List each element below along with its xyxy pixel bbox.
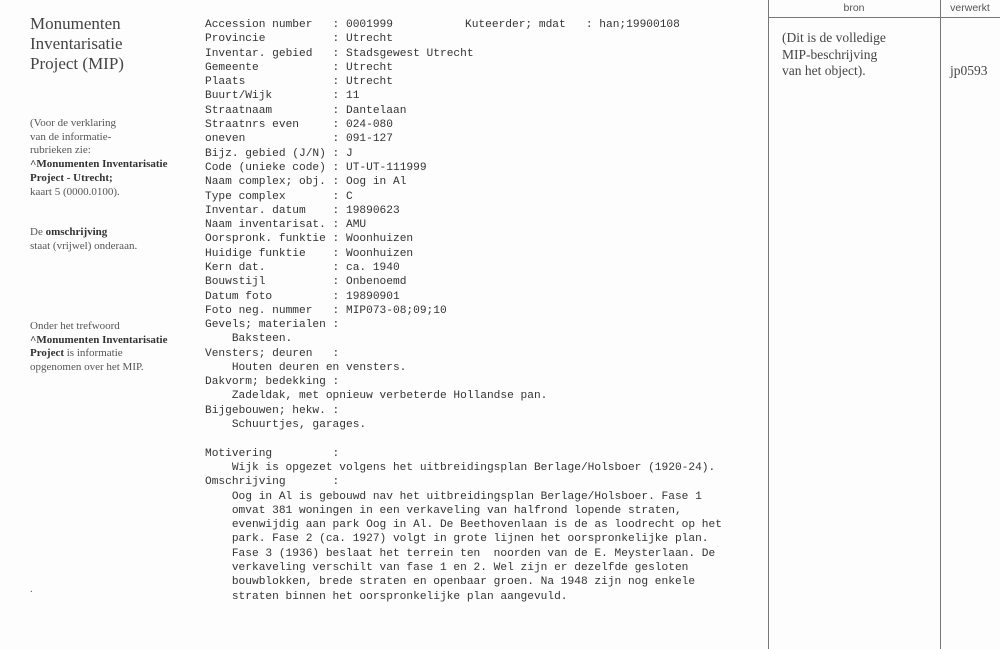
note-bold: Project - Utrecht; [30,171,113,184]
field-row: Inventar. gebied : Stadsgewest Utrecht [205,47,474,60]
field-value: 091-127 [345,133,393,146]
field-value: C [345,190,353,203]
title-line: Project (MIP) [30,54,124,73]
field-value: Woonhuizen [345,233,414,246]
field-row: Provincie : Utrecht [205,33,393,46]
field-row: Buurt/Wijk : 11 [205,90,360,103]
note-line: kaart 5 (0000.0100). [30,185,120,198]
field-label: Accession number [205,19,313,31]
field-value: han;19900108 [599,19,680,31]
note-line: (Voor de verklaring [30,117,116,129]
field-row: Plaats : Utrecht [205,76,393,89]
field-label: Oorspronk. funktie [205,233,326,246]
motivering-label: Motivering : [205,447,340,460]
header-rule [768,17,1000,18]
field-row: Foto neg. nummer : MIP073-08;09;10 [205,304,447,317]
omschrijving-text: Fase 3 (1936) beslaat het terrein ten noorden van de E. Meysterlaan. De [231,547,716,560]
note-trefwoord [30,320,167,375]
field-row: Huidige funktie : Woonhuizen [205,247,414,260]
section-label: Gevels; materialen : [205,319,340,331]
field-label: Foto neg. nummer [205,304,313,317]
field-row: Code (unieke code) : UT-UT-111999 [205,161,427,174]
verwerkt-value: jp0593 [950,63,988,78]
note-line: van de informatie- [30,130,112,143]
field-row: Gemeente : Utrecht [205,61,393,74]
field-value: ca. 1940 [345,262,400,275]
bron-line: (Dit is de volledige [782,30,886,45]
field-row: Bouwstijl : Onbenoemd [205,276,407,289]
verwerkt-header: verwerkt [950,2,990,14]
field-label: Naam complex; obj. [205,176,326,189]
section-text: Zadeldak, met opnieuw verbeterde Hollandse pan. [231,390,548,403]
field-value: 19890901 [345,290,400,303]
omschrijving-text: park. Fase 2 (ca. 1927) volgt in grote lijnen het oorspronkelijke plan. [231,533,709,546]
section-label: Dakvorm; bedekking : [205,376,340,389]
omschrijving-text: evenwijdig aan park Oog in Al. De Beethovenlaan is de as loodrecht op het [231,519,722,532]
note-bold: ^Monumenten Inventarisatie [30,333,168,346]
field-row: Straatnrs even : 024-080 [205,119,393,132]
field-label: Kuteerder; mdat [465,19,566,31]
field-label: oneven [205,133,246,146]
field-row: Inventar. datum : 19890623 [205,204,400,217]
motivering-text: Wijk is opgezet volgens het uitbreidingsplan Berlage/Holsboer (1920-24). [231,461,716,474]
field-row: Bijz. gebied (J/N) : J [205,147,353,160]
note-text: is informatie [64,347,123,360]
title-line: Inventarisatie [30,34,123,53]
omschrijving-text: straten binnen het oorspronkelijke plan aangevuld. [231,590,568,603]
note-bold: ^Monumenten Inventarisatie [30,158,168,171]
field-value: 19890623 [345,204,400,217]
field-value: Oog in Al [345,176,407,189]
field-label: Gemeente [205,61,259,74]
field-value: Onbenoemd [345,276,407,289]
field-value: 11 [345,90,360,103]
omschrijving-text: omvat 381 woningen in een verkaveling van halfrond lopende straten, [231,504,682,517]
field-row: Oorspronk. funktie : Woonhuizen [205,233,414,246]
omschrijving-text: verkaveling verschilt van fase 1 en 2. Wel zijn er dezelfde gesloten [231,562,689,575]
note-text: De [30,226,46,238]
field-value: 024-080 [345,119,393,132]
field-label: Inventar. gebied [205,47,313,60]
stray-mark: . [30,583,33,595]
field-label: Naam inventarisat. [205,219,326,232]
field-list [205,18,474,318]
field-row: Accession number : 0001999 [205,19,393,31]
field-value: MIP073-08;09;10 [345,304,447,317]
column-divider [940,0,941,649]
document-title [30,14,124,74]
note-bold: omschrijving [45,226,108,238]
section-label: Vensters; deuren : [205,347,340,360]
field-value: Stadsgewest Utrecht [345,47,474,60]
field-label: Code (unieke code) [205,161,326,174]
field-label: Type complex [205,190,286,203]
bron-line: MIP-beschrijving [782,46,878,62]
field-label: Inventar. datum [205,204,306,217]
bron-text [782,30,886,80]
omschrijving-label: Omschrijving : [205,476,340,489]
field-row: Datum foto : 19890901 [205,290,400,303]
field-label: Provincie [205,33,266,46]
field-row: Naam complex; obj. : Oog in Al [205,176,407,189]
field-value: 0001999 [345,19,393,31]
field-value: UT-UT-111999 [345,161,427,174]
field-value: Utrecht [345,76,393,89]
bron-line: van het object). [782,63,866,78]
kuteerder-field: Kuteerder; mdat : han;19900108 [465,19,680,31]
section-text: Baksteen. [231,333,293,346]
field-value: AMU [345,219,367,232]
field-label: Kern dat. [205,262,266,275]
field-label: Huidige funktie [205,247,306,260]
field-label: Straatnrs even [205,119,299,132]
omschrijving-text: Oog in Al is gebouwd nav het uitbreidingsplan Berlage/Holsboer. Fase 1 [231,490,702,503]
section-text: Schuurtjes, garages. [231,419,367,432]
field-row: Naam inventarisat. : AMU [205,219,367,232]
note-line: opgenomen over het MIP. [30,361,144,374]
field-label: Bouwstijl [205,276,266,289]
field-label: Buurt/Wijk [205,90,273,103]
note-omschrijving [30,226,137,253]
field-row: Kern dat. : ca. 1940 [205,262,400,275]
field-value: Utrecht [345,61,393,74]
section-label: Bijgebouwen; hekw. : [205,404,340,417]
note-bold: Project [30,347,64,360]
title-line: Monumenten [30,14,121,33]
field-row: oneven : 091-127 [205,133,393,146]
bron-header: bron [843,2,865,14]
note-line: Onder het trefwoord [30,320,120,332]
field-label: Bijz. gebied (J/N) [205,147,326,160]
section-text: Houten deuren en vensters. [231,361,407,374]
omschrijving-text: bouwblokken, brede straten en openbaar groen. Na 1948 zijn nog enkele [231,576,696,589]
note-verklaring [30,117,167,199]
description-sections [205,318,722,604]
field-value: J [345,147,353,160]
field-value: Dantelaan [345,104,407,117]
field-value: Utrecht [345,33,393,46]
field-value: Woonhuizen [345,247,414,260]
note-line: staat (vrijwel) onderaan. [30,239,138,252]
field-row: Type complex : C [205,190,353,203]
field-label: Straatnaam [205,104,273,117]
note-line: rubrieken zie: [30,144,91,157]
column-divider [768,0,769,649]
field-label: Plaats [205,76,246,89]
field-label: Datum foto [205,290,273,303]
spacer [205,432,722,446]
field-row: Straatnaam : Dantelaan [205,104,407,117]
